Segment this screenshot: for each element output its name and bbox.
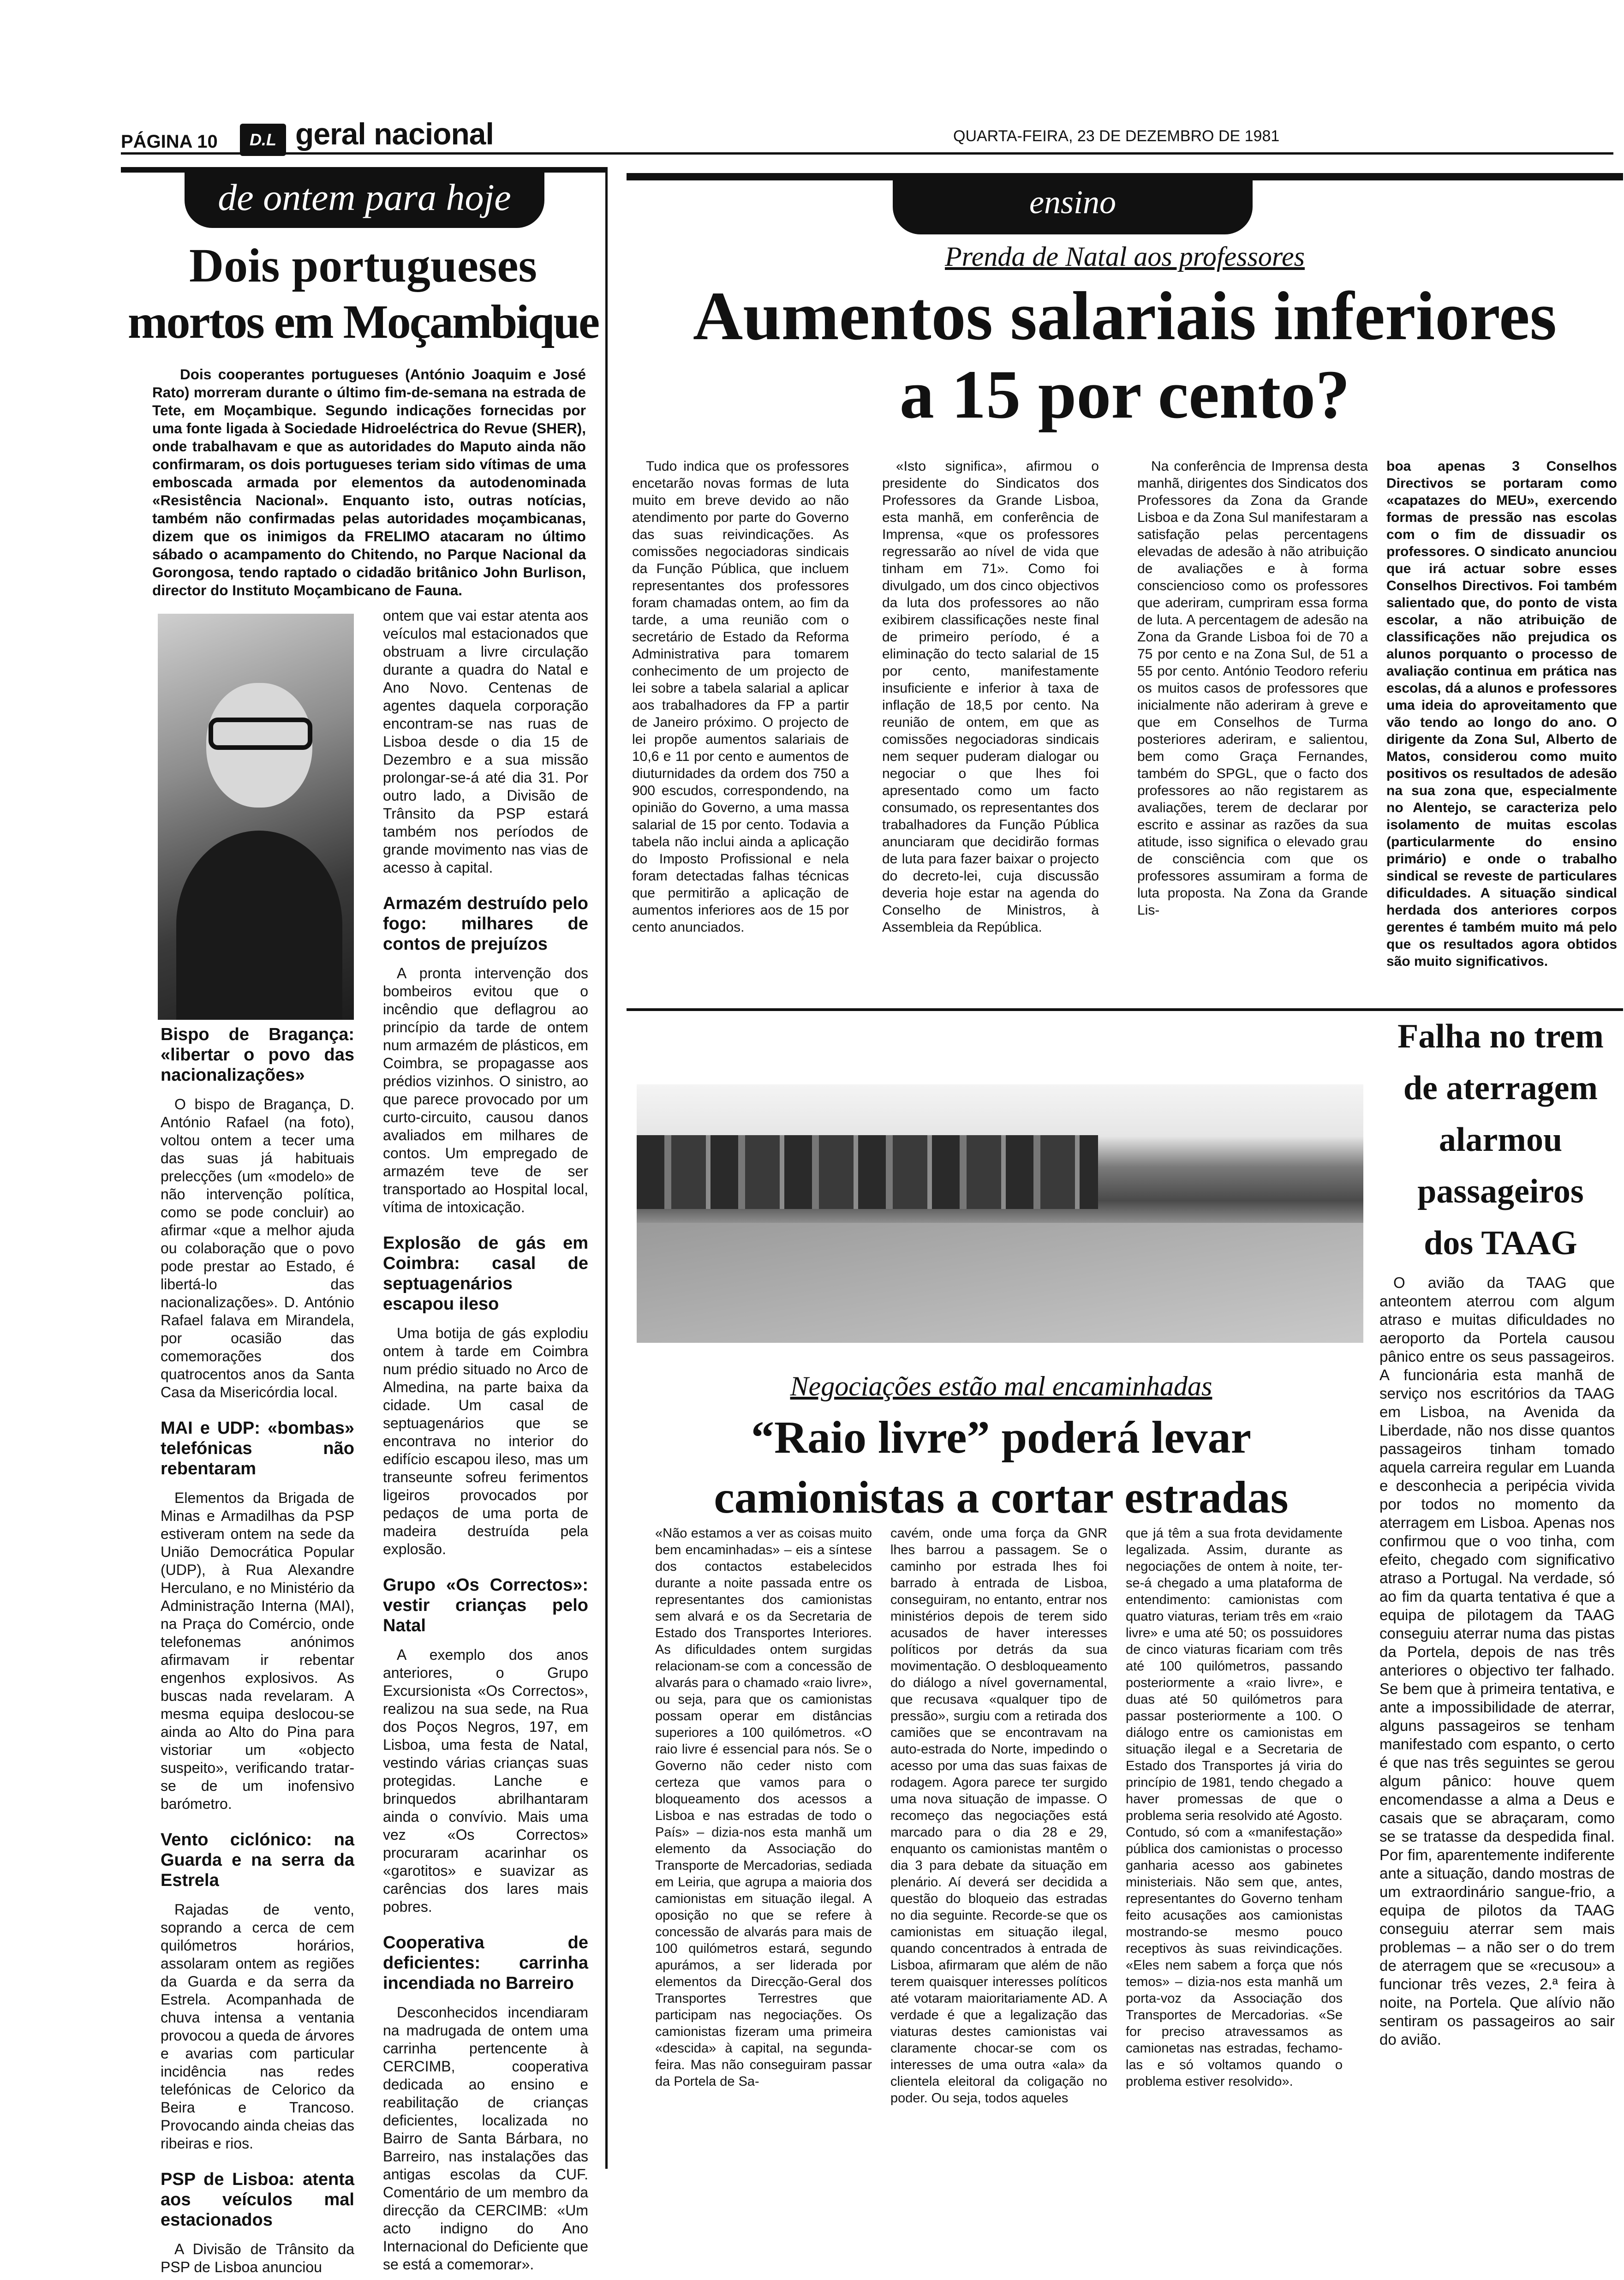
- vento-text: Rajadas de vento, soprando a cerca de cem quilómetros horários, assolaram ontem as regiões da Guarda e da serra da Estrela. Acompanhada de chuva intensa a ventania provocou a queda de árvores e avarias com particular incidência nas redes telefónicas de Celorico da Beira e Trancoso. Provocando ainda cheias das ribeiras e rios.: [161, 1901, 354, 2152]
- raio-col-3-text: que já têm a sua frota devidamente legalizada. Assim, durante as negociações de ontem à noite, ter-se-á chegado a uma plataforma de entendimento: camionistas com quatro viaturas, teriam três em «raio livre» e uma até 50; os possuidores de cinco viaturas ficariam com três até 100 quilómetros, passando posteriormente a «raio livre», e duas até 50 quilómetros para passar posteriormente a 100. O diálogo entre os camionistas em situação ilegal e a Secretaria de Estado dos Transportes já viria do princípio de 1981, tendo chegado a haver promessas de que o problema seria resolvido até Agosto. Contudo, só com a «manifestação» pública dos camionistas o processo ganharia acesso aos gabinetes ministeriais. Não sem que, antes, representantes do Governo tenham feito acusações aos camionistas mostrando-se mesmo pouco receptivos às suas reivindicações. «Eles nem sabem a força que nós temos» – dizia-nos esta manhã um porta-voz da Associação dos Transportes de Mercadorias. «Se for preciso atravessamos as camionetas nas estradas, fechamo-las e só voltamos quando o problema estiver resolvido».: [1126, 1526, 1343, 2089]
- left-headline: [121, 238, 605, 350]
- ensino-col-4: [1386, 458, 1617, 974]
- mai-title: MAI e UDP: «bombas» telefónicas não rebentaram: [161, 1418, 354, 1478]
- bispo-text: O bispo de Bragança, D. António Rafael (na foto), voltou ontem a tecer uma das suas já habituais prelecções (um «modelo» de não intervenção política, como se pode concluir) ao afirmar «que a melhor ajuda ou colaboração que o povo pode prestar ao Estado, é libertá-lo das nacionalizações». D. António Rafael falava em Mirandela, por ocasião das comemorações dos quatrocentos anos da Santa Casa da Misericórdia local.: [161, 1096, 354, 1400]
- raio-headline: [637, 1407, 1366, 1527]
- raio-col-1-text: «Não estamos a ver as coisas muito bem encaminhadas» – eis a síntese dos contactos estabelecidos durante a noite passada entre os representantes dos camionistas sem alvará e os da Secretaria de Estado dos Transportes Interiores. As dificuldades ontem surgidas relacionam-se com a concessão de alvarás para o chamado «raio livre», ou seja, para que os camionistas possam operar em distâncias superiores a 100 quilómetros. «O raio livre é essencial para nós. Se o Governo não ceder nisto com certeza que vamos para o bloqueamento dos acessos a Lisboa e nas estradas de todo o País» – dizia-nos esta manhã um elemento da Associação do Transporte de Mercadorias, sediada em Leiria, que agrupa a maioria dos camionistas em situação ilegal. A oposição no que se refere à concessão de alvarás para mais de 100 quilómetros estará, segundo apurámos, a ser liderada por elementos da Direcção-Geral dos Transportes Terrestres que participam nas negociações. Os camionistas fizeram uma primeira «descida» à capital, na segunda-feira. Mas não conseguiram passar da Portela de Sa-: [655, 1526, 872, 2089]
- page-label: PÁGINA 10: [121, 132, 218, 152]
- gas-text: Uma botija de gás explodiu ontem à tarde em Coimbra num prédio situado no Arco de Almedina, na parte baixa da cidade. Um casal de septuagenários que se encontrava no interior do edifício escapou ileso, mas um transeunte sofreu ferimentos ligeiros provocados por pedaços de uma porta de madeira destruída pela explosão.: [383, 1325, 588, 1557]
- coop-text: Desconhecidos incendiaram na madrugada de ontem uma carrinha pertencente à CERCIMB, cooperativa dedicada ao ensino e reabilitação de crianças deficientes, localizada no Bairro de Santa Bárbara, no Barreiro, nas instalações das antigas escolas da CUF. Comentário de um membro da direcção da CERCIMB: «Um acto indigno do Ano Internacional do Deficiente que se está a comemorar».: [383, 2004, 588, 2273]
- bishop-photo: [158, 614, 354, 1020]
- taag-text: O avião da TAAG que anteontem aterrou com algum atraso e muitas dificuldades no aeroporto da Portela causou pânico entre os seus passageiros. A funcionária esta manhã de serviço nos escritórios da TAAG em Lisboa, na Avenida da Liberdade, não nos disse quantos passageiros tinham tomado aquela carreira regular em Luanda e desconhecia a peripécia vivida por todos no momento da aterragem em Lisboa. Apenas nos confirmou que o voo tinha, com efeito, chegado com significativo atraso a Portugal. Na verdade, só ao fim da quarta tentativa é que a equipa de pilotagem da TAAG conseguiu aterrar numa das pistas da Portela, depois de nas três anteriores o objectivo ter falhado. Se bem que à primeira tentativa, e ante a impossibilidade de aterrar, alguns passageiros se tenham manifestado com espanto, o certo é que nas três seguintes se gerou algum pânico: houve quem encomendasse a alma a Deus e casais que se abraçaram, como se se tratasse da despedida final. Por fim, aparentemente indiferente ante a situação, dando mostras de um extraordinário sangue-frio, a equipa de pilotos da TAAG conseguiu aterrar sem mais problemas – a não ser o do trem de aterragem que se «recusou» a funcionar três vezes, 2.ª feira à noite, na Portela. Que alívio não sentiram os passageiros ao sair do avião.: [1379, 1274, 1615, 2048]
- issue-date: QUARTA-FEIRA, 23 DE DEZEMBRO DE 1981: [953, 127, 1280, 145]
- taag-headline-line1: Falha no trem: [1397, 1017, 1604, 1055]
- ensino-col-3: [1137, 458, 1368, 922]
- ensino-kicker: Prenda de Natal aos professores: [945, 241, 1305, 272]
- psp-title: PSP de Lisboa: atenta aos veículos mal estacionados: [161, 2170, 354, 2230]
- header-rule: [121, 152, 1613, 155]
- raio-kicker: Negociações estão mal encaminhadas: [790, 1371, 1212, 1401]
- armazem-text: A pronta intervenção dos bombeiros evitou que o incêndio que deflagrou ao princípio da tarde de ontem num armazém de plásticos, em Coimbra, se propagasse aos prédios vizinhos. O sinistro, ao que parece provocado por um curto-circuito, causou danos avaliados em milhares de contos. Um empregado de armazém teve de ser transportado ao Hospital local, vítima de intoxicação.: [383, 965, 588, 1215]
- raio-headline-line2: camionistas a cortar estradas: [714, 1472, 1289, 1523]
- mai-text: Elementos da Brigada de Minas e Armadilhas da PSP estiveram ontem na sede da União Democrática Popular (UDP), à Rua Alexandre Herculano, e no Ministério da Administração Interna (MAI), na Praça do Comércio, onde telefonemas anónimos afirmavam ir rebentar engenhos explosivos. As buscas nada revelaram. A mesma equipa deslocou-se ainda ao Alto do Pina para vistoriar um «objecto suspeito», verificando tratar-se de um inofensivo barómetro.: [161, 1490, 354, 1812]
- taag-headline-line3: alarmou: [1439, 1121, 1563, 1159]
- raio-col-3: [1126, 1525, 1343, 2094]
- psp-cont-text: ontem que vai estar atenta aos veículos mal estacionados que obstruam a livre circulação durante a quadra do Natal e Ano Novo. Centenas de agentes daquela corporação encontram-se nas ruas de Lisboa desde o dia 15 de Dezembro e a sua missão prolongar-se-á até dia 31. Por outro lado, a Divisão de Trânsito da PSP estará também nos períodos de grande movimento nas vias de acesso à capital.: [383, 607, 588, 876]
- ensino-col-1-text: Tudo indica que os professores encetarão novas formas de luta muito em breve devido ao não atendimento por parte do Governo das suas reivindicações. As comissões negociadoras sindicais da Função Pública, que incluem representantes dos professores foram chamadas ontem, ao fim da tarde, a uma reunião com o secretário de Estado da Reforma Administrativa para tomarem conhecimento de um projecto de lei sobre a tabela salarial a aplicar aos trabalhadores da FP a partir de Janeiro próximo. O projecto de lei propõe aumentos salariais de 10,6 e 11 por cento e aumentos de diuturnidades da ordem dos 750 a 900 escudos, correspondendo, na opinião do Governo, a uma massa salarial de 15 por cento. Todavia a tabela não inclui ainda a aplicação do Imposto Profissional e nela foram detectadas falhas técnicas que permitirão a aplicação de aumentos inferiores aos de 15 por cento anunciados.: [632, 459, 849, 935]
- raio-headline-line1: “Raio livre” poderá levar: [751, 1412, 1252, 1463]
- left-top-rule: [121, 167, 605, 173]
- newspaper-logo: D.L: [240, 124, 286, 156]
- section-title: geral nacional: [295, 117, 494, 151]
- taag-text-col: [1379, 1274, 1615, 2053]
- correctos-text: A exemplo dos anos anteriores, o Grupo Excursionista «Os Correctos», realizou na sua sede, na Rua dos Poços Negros, 197, em Lisboa, uma festa de Natal, vestindo várias crianças suas protegidas. Lanche e brinquedos abrilhantaram ainda o convívio. Mais uma vez «Os Correctos» procuraram acarinhar os «garotitos» e suavizar as carências dos lares mais pobres.: [383, 1646, 588, 1915]
- taag-headline-line2: de aterragem: [1403, 1069, 1598, 1107]
- raio-col-2-text: cavém, onde uma força da GNR lhes barrou a passagem. Se o caminho por estrada lhes foi barrado à entrada de Lisboa, conseguiram, no entanto, entrar nos ministérios depois de terem sido acusados de haver interesses políticos por detrás da sua movimentação. O desbloqueamento do diálogo a nível governamental, que recusava «qualquer tipo de pressão», surgiu com a retirada dos camiões que se encontravam na auto-estrada do Norte, impedindo o acesso por uma das suas faixas de rodagem. Agora parece ter surgido uma nova situação de impasse. O recomeço das negociações está marcado para o dia 28 e 29, enquanto os camionistas mantêm o dia 3 para debate da situação em plenário. Aí deverá ser decidida a questão do bloqueio das estradas no dia seguinte. Recorde-se que os camionistas em situação ilegal, quando concentrados à entrada de Lisboa, afirmaram que além de não terem quaisquer interesses políticos até votaram maioritariamente AD. A verdade é que a legalização das viaturas destes camionistas vai claramente chocar-se com os interesses de uma outra «ala» da clientela eleitoral da coligação no poder. Ou seja, todos aqueles: [890, 1526, 1107, 2106]
- section-banner-left: de ontem para hoje: [185, 173, 544, 228]
- gas-title: Explosão de gás em Coimbra: casal de septuagenários escapou ileso: [383, 1233, 588, 1314]
- taag-headline: [1377, 1011, 1624, 1269]
- road-surface: [637, 1223, 1363, 1343]
- taag-headline-line4: passageiros: [1417, 1173, 1584, 1210]
- bishop-glasses: [209, 718, 312, 750]
- correctos-title: Grupo «Os Correctos»: vestir crianças pelo Natal: [383, 1575, 588, 1635]
- bishop-robe: [176, 831, 342, 1020]
- truck-row: [637, 1135, 1098, 1209]
- taag-headline-line5: dos TAAG: [1424, 1224, 1577, 1262]
- armazem-title: Armazém destruído pelo fogo: milhares de contos de prejuízos: [383, 894, 588, 954]
- ensino-col-3-text: Na conferência de Imprensa desta manhã, dirigentes dos Sindicatos dos Professores da Zona da Grande Lisboa e da Zona Sul manifestaram a satisfação pelas percentagens elevadas de adesão à não atribuição de avaliações e à forma consciencioso como os professores que aderiram, cumpriram essa forma de luta. A percentagem de adesão na Zona da Grande Lisboa foi de 70 a 75 por cento e na Zona Sul, de 51 a 55 por cento. António Teodoro referiu os muitos casos de professores que inicialmente não aderiram à greve e que em Conselhos de Turma posteriores aderiram, e salientou, bem como Graça Fernandes, também do SPGL, que o facto dos professores ao não registarem as avaliações, terem de declarar por escrito e assinar as razões da sua atitude, isso significa o elevado grau de consciência com que os professores assumiram a forma de luta proposta. Na Zona da Grande Lis-: [1137, 459, 1368, 918]
- left-headline-line2: mortos em Moçambique: [127, 295, 599, 348]
- ensino-headline-line1: Aumentos salariais inferiores: [693, 278, 1557, 354]
- coop-title: Cooperativa de deficientes: carrinha incendiada no Barreiro: [383, 1933, 588, 1993]
- bispo-title: Bispo de Bragança: «libertar o povo das nacionalizações»: [161, 1025, 354, 1085]
- left-col-b: [383, 607, 588, 2277]
- ensino-col-1: [632, 458, 849, 940]
- left-lead: Dois cooperantes portugueses (António Joaquim e José Rato) morreram durante o último fim-de-semana na estrada de Tete, em Moçambique. Segundo indicações fornecidas por uma fonte ligada à Sociedade Hidroeléctrica do Revue (SHER), onde trabalhavam e que as autoridades do Maputo ainda não confirmaram, os dois portugueses teriam sido vítimas de uma emboscada armada por elementos da autodenominada «Resistência Nacional». Enquanto isto, outras notícias, também não confirmadas pelas autoridades moçambicanas, dizem que os inimigos da FRELIMO atacaram no último sábado o acampamento do Chitendo, no Parque Nacional da Gorongosa, tendo raptado o cidadão britânico John Burlison, director do Instituto Moçambicano de Fauna.: [152, 366, 586, 598]
- ensino-col-4-text: boa apenas 3 Conselhos Directivos se portaram como «capatazes do MEU», exercendo formas de pressão nas escolas com o fim de dissuadir os professores. O sindicato anunciou que irá actuar sobre esses Conselhos Directivos. Foi também salientado que, do ponto de vista escolar, a não atribuição de classificações não prejudica os alunos porquanto o processo de avaliação continua em prática nas escolas, dá a alunos e professores uma ideia do aproveitamento que vão tendo ao longo do ano. O dirigente da Zona Sul, Alberto de Matos, considerou como muito positivos os resultados de adesão na sua zona que, especialmente no Alentejo, se caracteriza pelo isolamento de muitas escolas (particularmente do ensino primário) e onde o trabalho sindical se reveste de particulares dificuldades. A situação sindical herdada dos anteriores corpos gerentes é também muito má pelo que os resultados agora obtidos são muito significativos.: [1386, 459, 1617, 969]
- left-headline-line1: Dois portugueses: [189, 239, 537, 292]
- raio-col-2: [890, 1525, 1107, 2110]
- left-col-a: [161, 1024, 354, 2280]
- ensino-col-2-text: «Isto significa», afirmou o presidente do Sindicatos dos Professores da Grande Lisboa, esta manhã, em conferência de Imprensa, «que os professores regressarão ao nível de vida que tinham em 71». Como foi divulgado, um dos cinco objectivos da luta dos professores ao não exibirem classificações neste final de primeiro período, é a eliminação do tecto salarial de 15 por cento, manifestamente insuficiente e inferior à taxa de inflação de 18,5 por cento. Na reunião de ontem, em que as comissões negociadoras sindicais nem sequer puderam dialogar ou negociar o que lhes foi apresentado como um facto consumado, os representantes dos trabalhadores da Função Pública anunciaram que decidirão formas de luta para fazer baixar o projecto do decreto-lei, cuja discussão deveria hoje estar na agenda do Conselho de Ministros, à Assembleia da República.: [882, 459, 1099, 935]
- vento-title: Vento ciclónico: na Guarda e na serra da Estrela: [161, 1830, 354, 1890]
- ensino-headline-line2: a 15 por cento?: [899, 356, 1350, 433]
- psp-text: A Divisão de Trânsito da PSP de Lisboa anunciou: [161, 2241, 354, 2275]
- trucks-photo: [637, 1084, 1363, 1343]
- ensino-col-2: [882, 458, 1099, 940]
- raio-col-1: [655, 1525, 872, 2094]
- section-banner-ensino: ensino: [893, 179, 1253, 234]
- left-column-divider: [605, 167, 608, 2169]
- ensino-headline: [627, 277, 1623, 434]
